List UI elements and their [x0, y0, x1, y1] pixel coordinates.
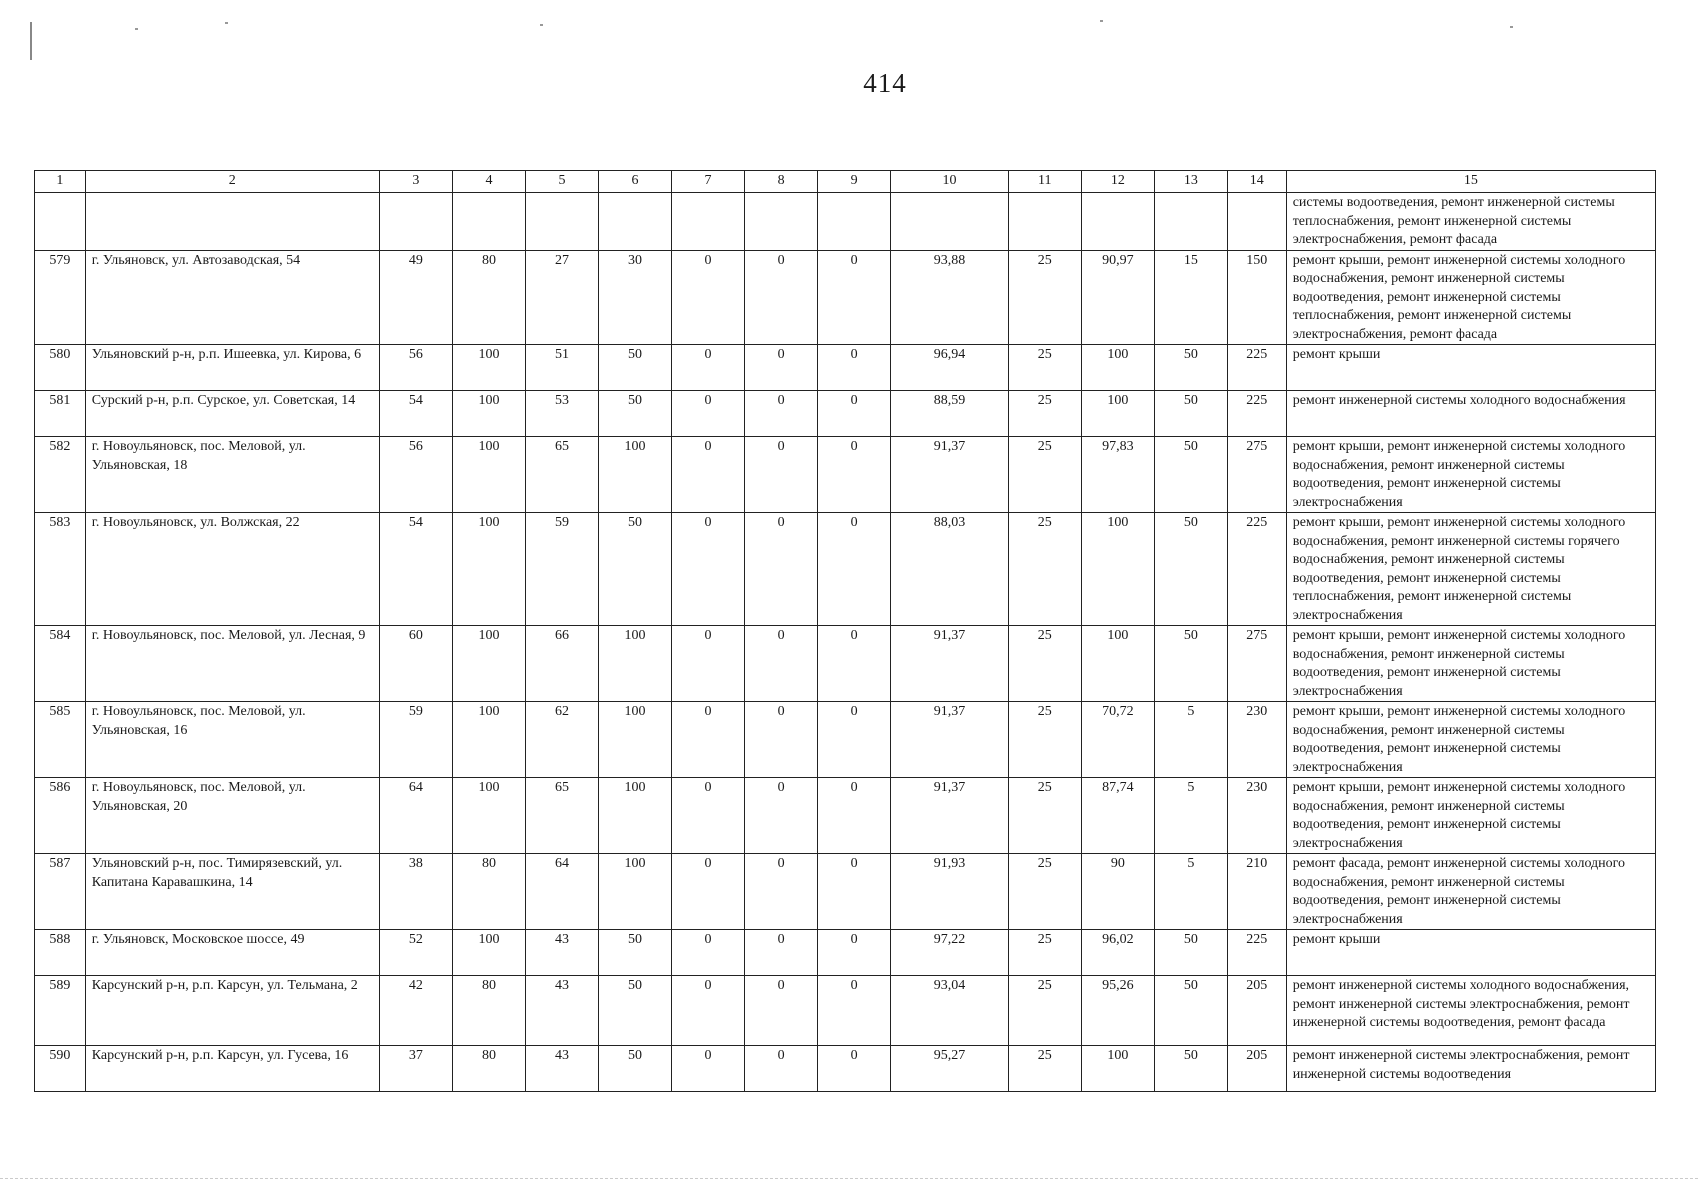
- value-cell-c5: 51: [525, 345, 598, 391]
- value-cell-c7: 0: [672, 854, 745, 930]
- address-cell: г. Ульяновск, ул. Автозаводская, 54: [85, 250, 379, 345]
- table-row: [35, 193, 1656, 251]
- row-number-cell: 581: [35, 391, 86, 437]
- value-cell-c10: 91,37: [891, 626, 1009, 702]
- column-header: 7: [672, 171, 745, 193]
- value-cell-c6: 100: [598, 702, 671, 778]
- value-cell-c8: [745, 193, 818, 251]
- works-cell: ремонт крыши, ремонт инженерной системы холодного водоснабжения, ремонт инженерной системы водоотведения, ремонт инженерной системы теплоснабжения, ремонт инженерной системы электроснабжения, ремонт фасада: [1286, 250, 1655, 345]
- value-cell-c5: 62: [525, 702, 598, 778]
- scan-speck: [1100, 20, 1103, 22]
- address-cell: Карсунский р-н, р.п. Карсун, ул. Тельмана, 2: [85, 976, 379, 1046]
- value-cell-c7: 0: [672, 437, 745, 513]
- value-cell-c3: 59: [379, 702, 452, 778]
- value-cell-c7: 0: [672, 702, 745, 778]
- value-cell-c6: 50: [598, 930, 671, 976]
- column-header: 2: [85, 171, 379, 193]
- value-cell-c6: 50: [598, 1046, 671, 1092]
- table-header: [35, 171, 1656, 193]
- value-cell-c9: 0: [818, 854, 891, 930]
- value-cell-c11: 25: [1008, 626, 1081, 702]
- value-cell-c13: 50: [1154, 437, 1227, 513]
- value-cell-c8: 0: [745, 513, 818, 626]
- value-cell-c11: 25: [1008, 250, 1081, 345]
- register-table: [34, 170, 1656, 1092]
- value-cell-c3: 56: [379, 437, 452, 513]
- value-cell-c5: 65: [525, 437, 598, 513]
- value-cell-c8: 0: [745, 391, 818, 437]
- value-cell-c10: 91,37: [891, 702, 1009, 778]
- row-number-cell: 580: [35, 345, 86, 391]
- value-cell-c6: 50: [598, 391, 671, 437]
- value-cell-c4: 80: [452, 976, 525, 1046]
- value-cell-c7: [672, 193, 745, 251]
- value-cell-c5: 27: [525, 250, 598, 345]
- row-number-cell: 584: [35, 626, 86, 702]
- value-cell-c8: 0: [745, 930, 818, 976]
- value-cell-c13: [1154, 193, 1227, 251]
- value-cell-c11: 25: [1008, 854, 1081, 930]
- scan-margin-mark: [30, 22, 32, 60]
- value-cell-c5: 64: [525, 854, 598, 930]
- value-cell-c13: 5: [1154, 854, 1227, 930]
- value-cell-c6: 50: [598, 976, 671, 1046]
- value-cell-c9: 0: [818, 437, 891, 513]
- value-cell-c7: 0: [672, 345, 745, 391]
- value-cell-c4: [452, 193, 525, 251]
- value-cell-c14: 275: [1227, 437, 1286, 513]
- column-header: 4: [452, 171, 525, 193]
- value-cell-c11: 25: [1008, 513, 1081, 626]
- row-number-cell: 589: [35, 976, 86, 1046]
- value-cell-c3: 38: [379, 854, 452, 930]
- column-header: 8: [745, 171, 818, 193]
- value-cell-c4: 100: [452, 930, 525, 976]
- value-cell-c13: 50: [1154, 513, 1227, 626]
- scan-speck: [225, 22, 228, 24]
- value-cell-c14: 275: [1227, 626, 1286, 702]
- value-cell-c10: 93,04: [891, 976, 1009, 1046]
- value-cell-c12: 87,74: [1081, 778, 1154, 854]
- value-cell-c13: 50: [1154, 1046, 1227, 1092]
- value-cell-c9: 0: [818, 345, 891, 391]
- address-cell: Ульяновский р-н, р.п. Ишеевка, ул. Кирова, 6: [85, 345, 379, 391]
- table-row: [35, 930, 1656, 976]
- value-cell-c8: 0: [745, 345, 818, 391]
- value-cell-c8: 0: [745, 250, 818, 345]
- value-cell-c14: 225: [1227, 391, 1286, 437]
- value-cell-c7: 0: [672, 930, 745, 976]
- value-cell-c14: 205: [1227, 1046, 1286, 1092]
- column-header: 9: [818, 171, 891, 193]
- value-cell-c12: 100: [1081, 626, 1154, 702]
- value-cell-c13: 50: [1154, 391, 1227, 437]
- value-cell-c4: 100: [452, 345, 525, 391]
- value-cell-c5: 59: [525, 513, 598, 626]
- works-cell: ремонт фасада, ремонт инженерной системы холодного водоснабжения, ремонт инженерной системы водоотведения, ремонт инженерной системы электроснабжения: [1286, 854, 1655, 930]
- value-cell-c6: 100: [598, 854, 671, 930]
- value-cell-c8: 0: [745, 702, 818, 778]
- value-cell-c3: 64: [379, 778, 452, 854]
- address-cell: Карсунский р-н, р.п. Карсун, ул. Гусева, 16: [85, 1046, 379, 1092]
- value-cell-c12: 70,72: [1081, 702, 1154, 778]
- value-cell-c14: 210: [1227, 854, 1286, 930]
- value-cell-c13: 5: [1154, 778, 1227, 854]
- value-cell-c6: 50: [598, 513, 671, 626]
- value-cell-c7: 0: [672, 391, 745, 437]
- value-cell-c11: 25: [1008, 345, 1081, 391]
- value-cell-c6: 30: [598, 250, 671, 345]
- value-cell-c9: 0: [818, 1046, 891, 1092]
- value-cell-c3: 54: [379, 391, 452, 437]
- value-cell-c6: [598, 193, 671, 251]
- value-cell-c6: 100: [598, 437, 671, 513]
- value-cell-c14: 225: [1227, 930, 1286, 976]
- works-cell: ремонт крыши: [1286, 345, 1655, 391]
- works-cell: ремонт крыши: [1286, 930, 1655, 976]
- column-header: 3: [379, 171, 452, 193]
- value-cell-c13: 50: [1154, 345, 1227, 391]
- value-cell-c12: 100: [1081, 391, 1154, 437]
- table-row: [35, 702, 1656, 778]
- column-header: 10: [891, 171, 1009, 193]
- table-row: [35, 391, 1656, 437]
- value-cell-c9: 0: [818, 778, 891, 854]
- address-cell: г. Ульяновск, Московское шоссе, 49: [85, 930, 379, 976]
- works-cell: системы водоотведения, ремонт инженерной системы теплоснабжения, ремонт инженерной системы электроснабжения, ремонт фасада: [1286, 193, 1655, 251]
- address-cell: Ульяновский р-н, пос. Тимирязевский, ул. Капитана Каравашкина, 14: [85, 854, 379, 930]
- value-cell-c4: 80: [452, 854, 525, 930]
- value-cell-c9: 0: [818, 513, 891, 626]
- table-row: [35, 345, 1656, 391]
- value-cell-c13: 50: [1154, 976, 1227, 1046]
- address-cell: [85, 193, 379, 251]
- address-cell: г. Новоульяновск, пос. Меловой, ул. Ульяновская, 20: [85, 778, 379, 854]
- value-cell-c4: 100: [452, 513, 525, 626]
- value-cell-c11: 25: [1008, 702, 1081, 778]
- row-number-cell: 588: [35, 930, 86, 976]
- row-number-cell: 583: [35, 513, 86, 626]
- value-cell-c13: 50: [1154, 626, 1227, 702]
- table-row: [35, 437, 1656, 513]
- value-cell-c12: 100: [1081, 513, 1154, 626]
- value-cell-c7: 0: [672, 976, 745, 1046]
- value-cell-c9: 0: [818, 626, 891, 702]
- value-cell-c10: 93,88: [891, 250, 1009, 345]
- value-cell-c8: 0: [745, 437, 818, 513]
- value-cell-c5: 53: [525, 391, 598, 437]
- address-cell: Сурский р-н, р.п. Сурское, ул. Советская, 14: [85, 391, 379, 437]
- value-cell-c12: 100: [1081, 345, 1154, 391]
- scan-bottom-noise: [0, 1178, 1698, 1180]
- value-cell-c10: 91,93: [891, 854, 1009, 930]
- value-cell-c14: [1227, 193, 1286, 251]
- table-row: [35, 976, 1656, 1046]
- value-cell-c4: 100: [452, 437, 525, 513]
- value-cell-c4: 100: [452, 778, 525, 854]
- value-cell-c14: 150: [1227, 250, 1286, 345]
- address-cell: г. Новоульяновск, пос. Меловой, ул. Лесная, 9: [85, 626, 379, 702]
- row-number-cell: 579: [35, 250, 86, 345]
- works-cell: ремонт крыши, ремонт инженерной системы холодного водоснабжения, ремонт инженерной системы водоотведения, ремонт инженерной системы электроснабжения: [1286, 437, 1655, 513]
- value-cell-c6: 50: [598, 345, 671, 391]
- value-cell-c4: 80: [452, 1046, 525, 1092]
- column-header: 11: [1008, 171, 1081, 193]
- value-cell-c14: 230: [1227, 778, 1286, 854]
- works-cell: ремонт крыши, ремонт инженерной системы холодного водоснабжения, ремонт инженерной системы водоотведения, ремонт инженерной системы электроснабжения: [1286, 778, 1655, 854]
- value-cell-c7: 0: [672, 250, 745, 345]
- value-cell-c9: 0: [818, 976, 891, 1046]
- value-cell-c8: 0: [745, 778, 818, 854]
- value-cell-c4: 100: [452, 391, 525, 437]
- value-cell-c3: 52: [379, 930, 452, 976]
- value-cell-c11: 25: [1008, 778, 1081, 854]
- value-cell-c8: 0: [745, 854, 818, 930]
- value-cell-c12: 90,97: [1081, 250, 1154, 345]
- row-number-cell: 586: [35, 778, 86, 854]
- value-cell-c11: [1008, 193, 1081, 251]
- value-cell-c7: 0: [672, 1046, 745, 1092]
- value-cell-c9: 0: [818, 250, 891, 345]
- table-body: [35, 193, 1656, 1092]
- value-cell-c12: 90: [1081, 854, 1154, 930]
- table-row: [35, 513, 1656, 626]
- value-cell-c10: 97,22: [891, 930, 1009, 976]
- value-cell-c11: 25: [1008, 437, 1081, 513]
- value-cell-c3: 54: [379, 513, 452, 626]
- value-cell-c14: 225: [1227, 345, 1286, 391]
- value-cell-c3: 42: [379, 976, 452, 1046]
- address-cell: г. Новоульяновск, пос. Меловой, ул. Ульяновская, 16: [85, 702, 379, 778]
- value-cell-c14: 205: [1227, 976, 1286, 1046]
- value-cell-c12: 97,83: [1081, 437, 1154, 513]
- value-cell-c7: 0: [672, 626, 745, 702]
- table-row: [35, 626, 1656, 702]
- value-cell-c11: 25: [1008, 930, 1081, 976]
- value-cell-c4: 100: [452, 702, 525, 778]
- value-cell-c11: 25: [1008, 1046, 1081, 1092]
- column-header: 12: [1081, 171, 1154, 193]
- value-cell-c7: 0: [672, 778, 745, 854]
- value-cell-c5: 65: [525, 778, 598, 854]
- header-row: [35, 171, 1656, 193]
- value-cell-c9: [818, 193, 891, 251]
- works-cell: ремонт инженерной системы электроснабжения, ремонт инженерной системы водоотведения: [1286, 1046, 1655, 1092]
- value-cell-c9: 0: [818, 391, 891, 437]
- value-cell-c6: 100: [598, 778, 671, 854]
- works-cell: ремонт инженерной системы холодного водоснабжения: [1286, 391, 1655, 437]
- address-cell: г. Новоульяновск, пос. Меловой, ул. Ульяновская, 18: [85, 437, 379, 513]
- row-number-cell: 590: [35, 1046, 86, 1092]
- column-header: 6: [598, 171, 671, 193]
- value-cell-c8: 0: [745, 1046, 818, 1092]
- value-cell-c5: 43: [525, 1046, 598, 1092]
- works-cell: ремонт инженерной системы холодного водоснабжения, ремонт инженерной системы электроснабжения, ремонт инженерной системы водоотведения, ремонт фасада: [1286, 976, 1655, 1046]
- value-cell-c12: 96,02: [1081, 930, 1154, 976]
- value-cell-c10: 91,37: [891, 778, 1009, 854]
- value-cell-c5: 43: [525, 930, 598, 976]
- value-cell-c9: 0: [818, 702, 891, 778]
- scan-speck: [1510, 26, 1513, 28]
- table-row: [35, 854, 1656, 930]
- value-cell-c14: 225: [1227, 513, 1286, 626]
- page-number: 414: [863, 68, 907, 98]
- works-cell: ремонт крыши, ремонт инженерной системы холодного водоснабжения, ремонт инженерной системы водоотведения, ремонт инженерной системы электроснабжения: [1286, 702, 1655, 778]
- row-number-cell: [35, 193, 86, 251]
- value-cell-c4: 100: [452, 626, 525, 702]
- address-cell: г. Новоульяновск, ул. Волжская, 22: [85, 513, 379, 626]
- value-cell-c10: 91,37: [891, 437, 1009, 513]
- value-cell-c13: 50: [1154, 930, 1227, 976]
- works-cell: ремонт крыши, ремонт инженерной системы холодного водоснабжения, ремонт инженерной системы водоотведения, ремонт инженерной системы электроснабжения: [1286, 626, 1655, 702]
- column-header: 15: [1286, 171, 1655, 193]
- value-cell-c10: 88,03: [891, 513, 1009, 626]
- row-number-cell: 587: [35, 854, 86, 930]
- table-row: [35, 1046, 1656, 1092]
- works-cell: ремонт крыши, ремонт инженерной системы холодного водоснабжения, ремонт инженерной системы горячего водоснабжения, ремонт инженерной системы водоотведения, ремонт инженерной системы теплоснабжения, ремонт инженерной системы электроснабжения: [1286, 513, 1655, 626]
- row-number-cell: 585: [35, 702, 86, 778]
- scan-speck: [540, 24, 543, 26]
- table-row: [35, 250, 1656, 345]
- value-cell-c3: 49: [379, 250, 452, 345]
- value-cell-c13: 5: [1154, 702, 1227, 778]
- column-header: 1: [35, 171, 86, 193]
- value-cell-c7: 0: [672, 513, 745, 626]
- value-cell-c11: 25: [1008, 391, 1081, 437]
- value-cell-c8: 0: [745, 976, 818, 1046]
- column-header: 14: [1227, 171, 1286, 193]
- value-cell-c10: [891, 193, 1009, 251]
- value-cell-c9: 0: [818, 930, 891, 976]
- column-header: 13: [1154, 171, 1227, 193]
- scan-speck: [135, 28, 138, 30]
- row-number-cell: 582: [35, 437, 86, 513]
- value-cell-c4: 80: [452, 250, 525, 345]
- value-cell-c3: 37: [379, 1046, 452, 1092]
- value-cell-c13: 15: [1154, 250, 1227, 345]
- value-cell-c10: 96,94: [891, 345, 1009, 391]
- value-cell-c3: [379, 193, 452, 251]
- value-cell-c8: 0: [745, 626, 818, 702]
- value-cell-c11: 25: [1008, 976, 1081, 1046]
- value-cell-c6: 100: [598, 626, 671, 702]
- value-cell-c12: 95,26: [1081, 976, 1154, 1046]
- value-cell-c3: 56: [379, 345, 452, 391]
- value-cell-c14: 230: [1227, 702, 1286, 778]
- value-cell-c10: 88,59: [891, 391, 1009, 437]
- table-row: [35, 778, 1656, 854]
- value-cell-c12: [1081, 193, 1154, 251]
- value-cell-c3: 60: [379, 626, 452, 702]
- value-cell-c5: [525, 193, 598, 251]
- column-header: 5: [525, 171, 598, 193]
- value-cell-c5: 43: [525, 976, 598, 1046]
- value-cell-c5: 66: [525, 626, 598, 702]
- value-cell-c12: 100: [1081, 1046, 1154, 1092]
- value-cell-c10: 95,27: [891, 1046, 1009, 1092]
